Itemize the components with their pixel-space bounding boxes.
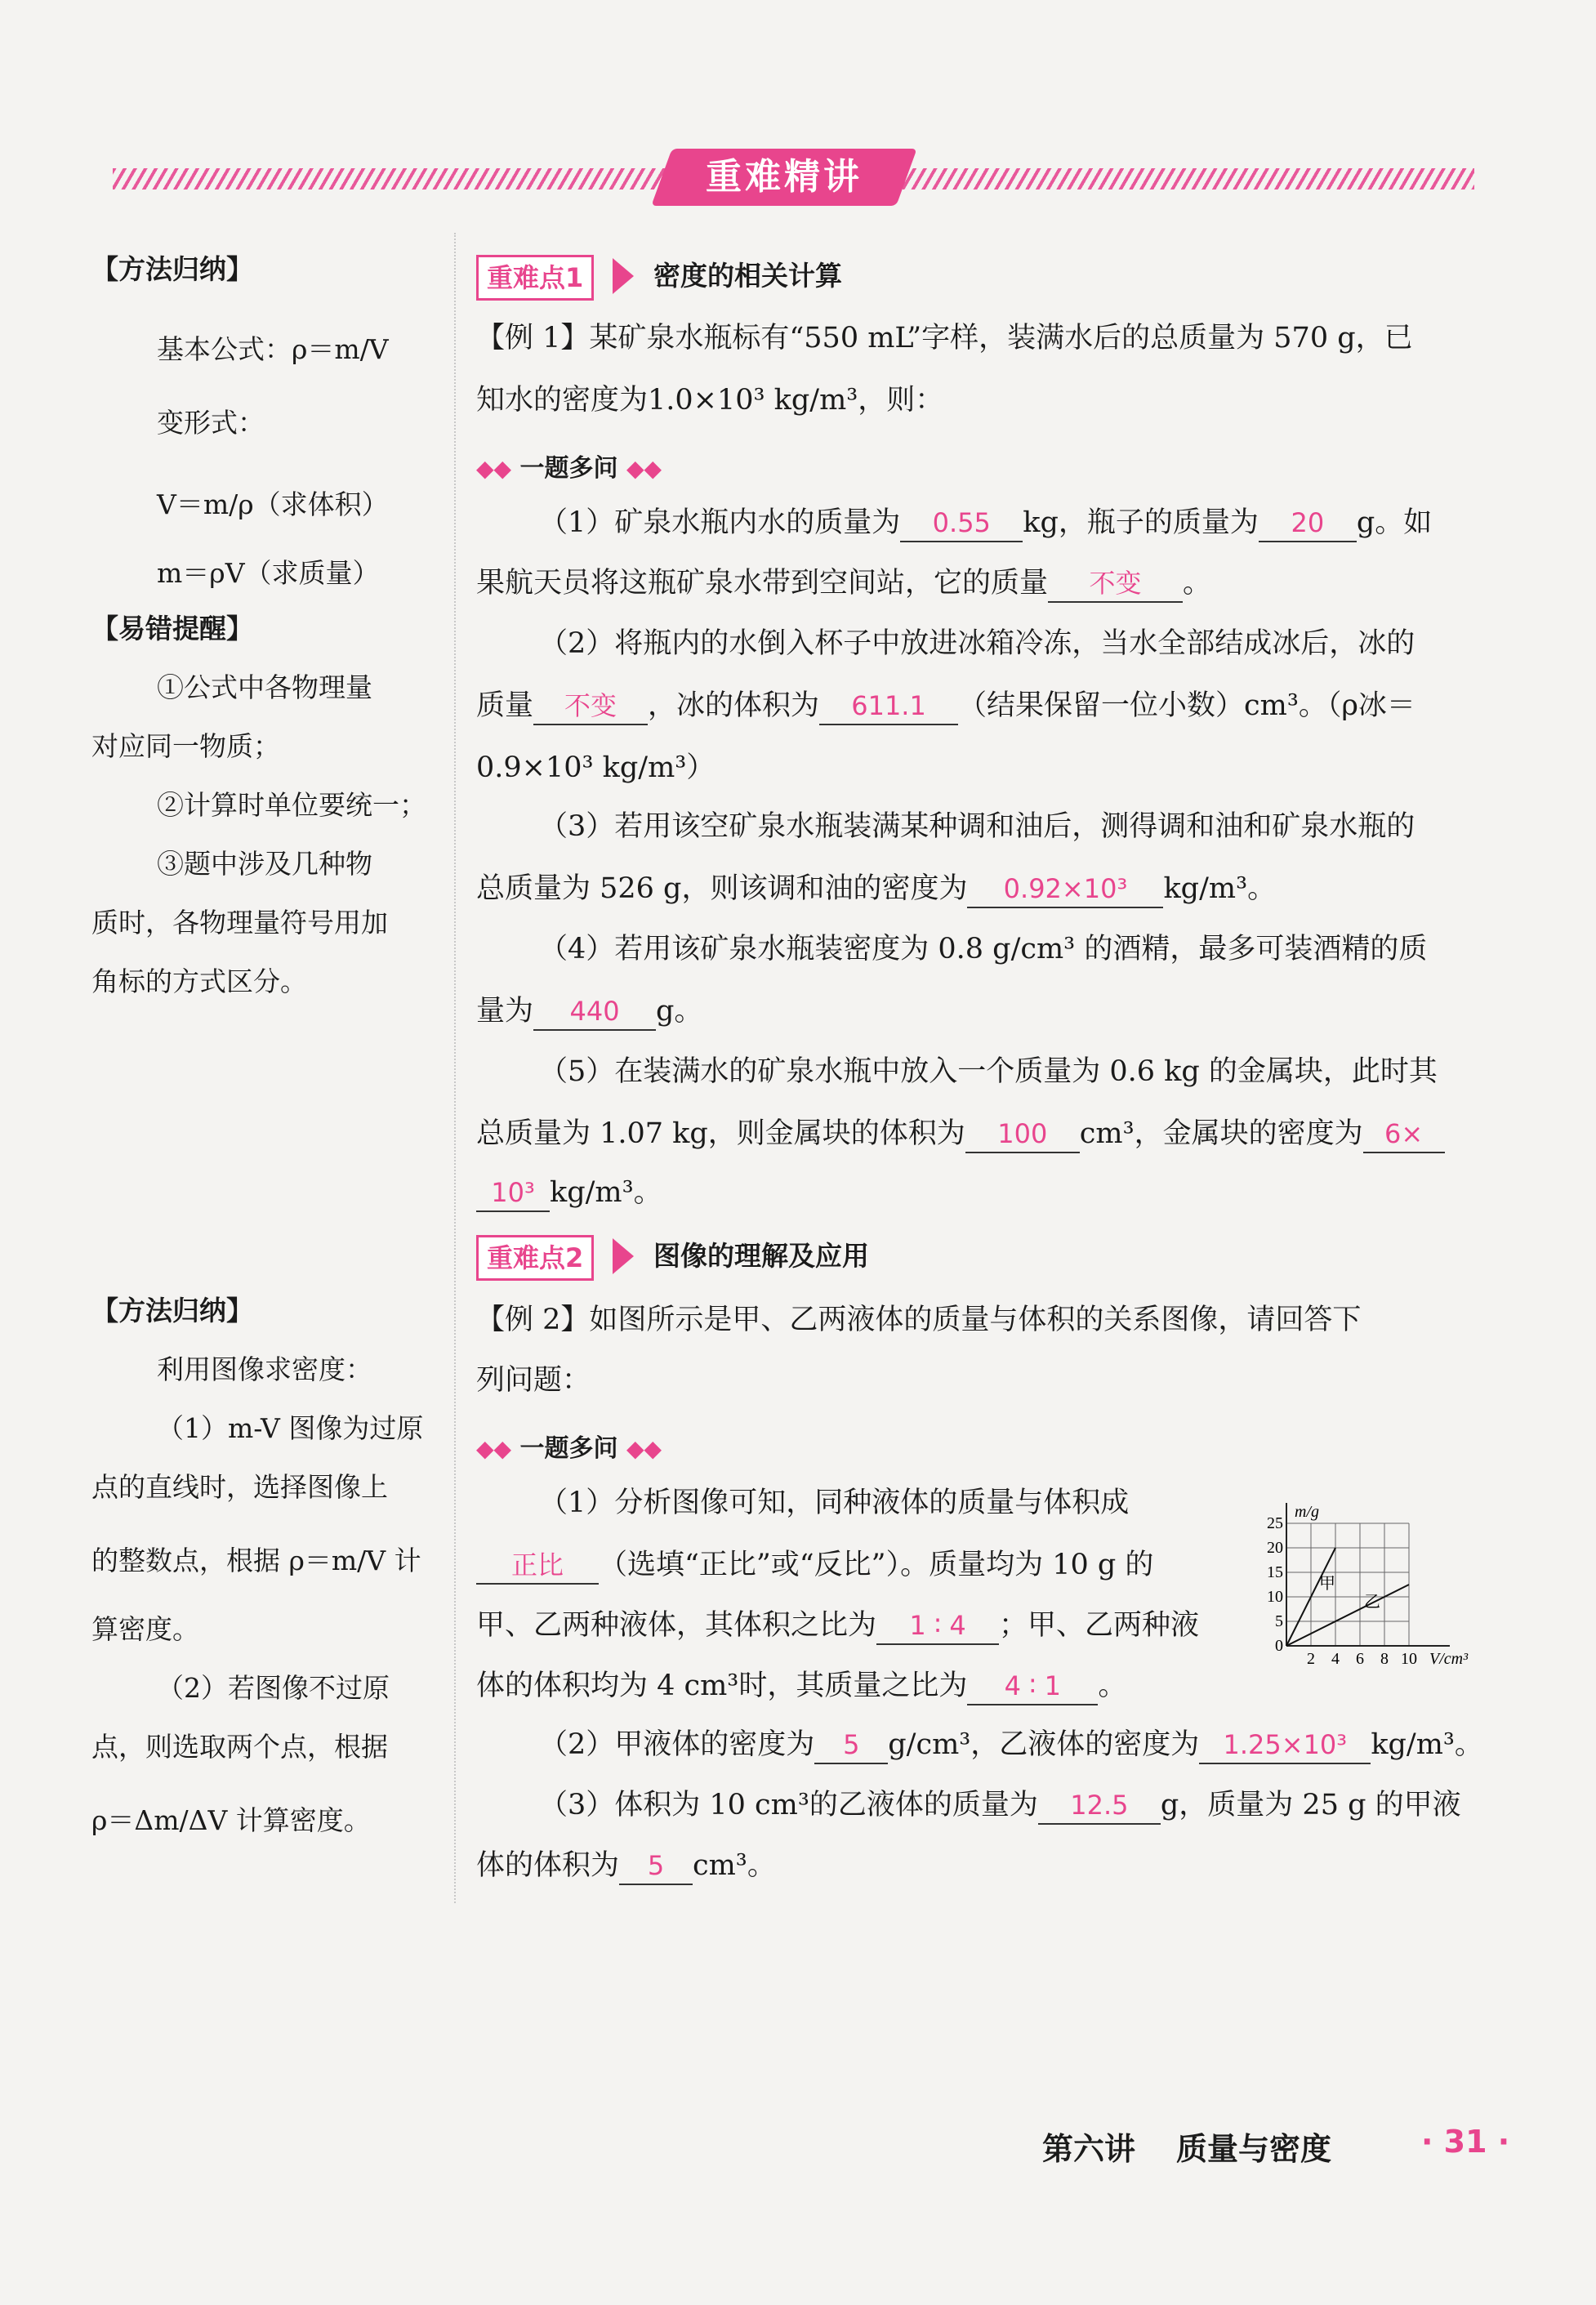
example-1-line1: 【例 1】某矿泉水瓶标有“550 mL”字样，装满水后的总质量为 570 g，已 bbox=[476, 322, 1413, 354]
sidebar-method-2 bbox=[91, 1295, 443, 1837]
x-tick-label: 4 bbox=[1331, 1650, 1340, 1668]
sidebar-heading: 【方法归纳】 bbox=[91, 1295, 253, 1326]
diamond-icon: ◆◆ bbox=[626, 455, 662, 482]
answer-blank[interactable]: 1 ∶ 4 bbox=[876, 1607, 999, 1645]
tip-line: 利用图像求密度： bbox=[157, 1353, 372, 1385]
q3-line1: （3）若用该空矿泉水瓶装满某种调和油后，测得调和油和矿泉水瓶的 bbox=[539, 810, 1415, 843]
answer-blank[interactable]: 440 bbox=[533, 993, 656, 1031]
p2-q1-line1: （1）分析图像可知，同种液体的质量与体积成 bbox=[539, 1487, 1130, 1519]
tip-line: 点，则选取两个点，根据 bbox=[91, 1731, 388, 1763]
tip-line: 的整数点，根据 ρ＝m/V 计 bbox=[91, 1545, 421, 1576]
column-divider bbox=[454, 233, 456, 1903]
answer-blank[interactable]: 不变 bbox=[1048, 565, 1183, 603]
answer-blank[interactable]: 5 bbox=[814, 1727, 888, 1764]
p2-q3-line1: （3）体积为 10 cm³的乙液体的质量为 12.5 g，质量为 25 g 的甲液 bbox=[539, 1787, 1461, 1825]
answer-blank[interactable]: 0.55 bbox=[900, 505, 1023, 542]
q5-line1: （5）在装满水的矿泉水瓶中放入一个质量为 0.6 kg 的金属块，此时其 bbox=[539, 1055, 1438, 1088]
sidebar-method-1 bbox=[91, 253, 443, 998]
formula-variants-label: 变形式： bbox=[157, 407, 265, 439]
series-label: 甲 bbox=[1319, 1575, 1335, 1593]
q3-line2: 总质量为 526 g，则该调和油的密度为 0.92×10³ kg/m³。 bbox=[476, 871, 1276, 908]
tip-line: ρ＝Δm/ΔV 计算密度。 bbox=[91, 1804, 371, 1836]
banner-title: 重难精讲 bbox=[706, 156, 863, 198]
answer-blank[interactable]: 不变 bbox=[533, 688, 648, 725]
answer-blank[interactable]: 4 ∶ 1 bbox=[967, 1668, 1098, 1705]
banner-stripes-left bbox=[113, 168, 668, 189]
answer-blank[interactable]: 10³ bbox=[476, 1175, 550, 1212]
q5-line2: 总质量为 1.07 kg，则金属块的体积为 100 cm³，金属块的密度为 6× bbox=[476, 1116, 1445, 1153]
tip-line: 质时，各物理量符号用加 bbox=[91, 907, 388, 938]
keypoint-2-title: 图像的理解及应用 bbox=[653, 1240, 869, 1272]
multi-question-label: ◆◆ 一题多问 ◆◆ bbox=[476, 1434, 662, 1463]
p2-q1-line2: 正比 （选填“正比”或“反比”）。质量均为 10 g 的 bbox=[476, 1547, 1153, 1585]
x-tick-label: 6 bbox=[1356, 1650, 1364, 1668]
series-line bbox=[1286, 1585, 1409, 1646]
diamond-icon: ◆◆ bbox=[476, 1435, 512, 1462]
x-tick-label: 2 bbox=[1307, 1650, 1315, 1668]
example-1-line2: 知水的密度为1.0×10³ kg/m³，则： bbox=[476, 384, 944, 417]
answer-blank[interactable]: 12.5 bbox=[1038, 1787, 1161, 1825]
p2-q1-line4: 体的体积均为 4 cm³时，其质量之比为 4 ∶ 1 。 bbox=[476, 1668, 1126, 1705]
q2-line3: 0.9×10³ kg/m³） bbox=[476, 751, 716, 784]
answer-blank[interactable]: 正比 bbox=[476, 1547, 599, 1585]
answer-blank[interactable]: 6× bbox=[1363, 1116, 1445, 1153]
mass-volume-chart bbox=[1254, 1499, 1499, 1674]
tip-line: 点的直线时，选择图像上 bbox=[91, 1471, 388, 1503]
tip-line: ①公式中各物理量 bbox=[157, 671, 372, 703]
tip-line: ②计算时单位要统一； bbox=[157, 789, 426, 821]
q1-line1: （1）矿泉水瓶内水的质量为 0.55 kg，瓶子的质量为 20 g。如 bbox=[539, 505, 1432, 542]
q1-line2: 果航天员将这瓶矿泉水带到空间站，它的质量 不变 。 bbox=[476, 565, 1211, 603]
example-2-line2: 列问题： bbox=[476, 1364, 591, 1397]
multi-question-label: ◆◆ 一题多问 ◆◆ bbox=[476, 454, 662, 483]
keypoint-1-tag: 重难点1 bbox=[476, 255, 594, 301]
example-2-line1: 【例 2】如图所示是甲、乙两液体的质量与体积的关系图像，请回答下 bbox=[476, 1304, 1362, 1336]
x-axis-label: V/cm³ bbox=[1429, 1650, 1469, 1668]
y-tick-label: 25 bbox=[1267, 1514, 1283, 1532]
q2-line1: （2）将瓶内的水倒入杯子中放进冰箱冷冻，当水全部结成冰后，冰的 bbox=[539, 627, 1415, 660]
keypoint-1-arrow-icon bbox=[613, 258, 634, 294]
answer-blank[interactable]: 611.1 bbox=[819, 688, 958, 725]
q5-line3: 10³ kg/m³。 bbox=[476, 1175, 662, 1212]
tip-line: （1）m-V 图像为过原 bbox=[157, 1412, 424, 1444]
formula-basic: 基本公式：ρ＝m/V bbox=[157, 333, 389, 365]
tip-line: ③题中涉及几种物 bbox=[157, 848, 372, 880]
keypoint-1-title: 密度的相关计算 bbox=[653, 260, 842, 292]
y-axis-label: m/g bbox=[1295, 1503, 1319, 1521]
sidebar-heading: 【方法归纳】 bbox=[91, 253, 253, 285]
tip-line: 算密度。 bbox=[91, 1613, 199, 1645]
x-tick-label: 8 bbox=[1380, 1650, 1389, 1668]
tip-line: 对应同一物质； bbox=[91, 730, 280, 762]
answer-blank[interactable]: 20 bbox=[1259, 505, 1357, 542]
p2-q3-line2: 体的体积为 5 cm³。 bbox=[476, 1848, 776, 1885]
answer-blank[interactable]: 100 bbox=[965, 1116, 1080, 1153]
keypoint-2-arrow-icon bbox=[613, 1238, 634, 1274]
banner-stripes-right bbox=[903, 168, 1474, 189]
answer-blank[interactable]: 0.92×10³ bbox=[967, 871, 1163, 908]
formula-mass: m＝ρV（求质量） bbox=[157, 557, 380, 589]
answer-blank[interactable]: 1.25×10³ bbox=[1199, 1727, 1371, 1764]
answer-blank[interactable]: 5 bbox=[619, 1848, 693, 1885]
q2-line2: 质量 不变 ，冰的体积为 611.1 （结果保留一位小数）cm³。（ρ冰＝ bbox=[476, 688, 1415, 725]
y-tick-label: 5 bbox=[1275, 1612, 1283, 1630]
y-tick-label: 15 bbox=[1267, 1563, 1283, 1581]
p2-q1-line3: 甲、乙两种液体，其体积之比为 1 ∶ 4 ；甲、乙两种液 bbox=[476, 1607, 1199, 1645]
footer-lecture: 第六讲 bbox=[1042, 2131, 1136, 2167]
series-label: 乙 bbox=[1364, 1593, 1380, 1612]
section-banner bbox=[651, 149, 916, 206]
diamond-icon: ◆◆ bbox=[476, 455, 512, 482]
y-tick-label: 0 bbox=[1275, 1637, 1283, 1655]
y-tick-label: 10 bbox=[1267, 1588, 1283, 1606]
p2-q2-line1: （2）甲液体的密度为 5 g/cm³，乙液体的密度为 1.25×10³ kg/m³。 bbox=[539, 1727, 1483, 1764]
keypoint-2-tag: 重难点2 bbox=[476, 1235, 594, 1281]
y-tick-label: 20 bbox=[1267, 1539, 1283, 1557]
diamond-icon: ◆◆ bbox=[626, 1435, 662, 1462]
tip-line: 角标的方式区分。 bbox=[91, 965, 307, 997]
sidebar-heading-errors: 【易错提醒】 bbox=[91, 613, 253, 644]
tip-line: （2）若图像不过原 bbox=[157, 1672, 390, 1704]
formula-volume: V＝m/ρ（求体积） bbox=[157, 488, 389, 520]
q4-line1: （4）若用该矿泉水瓶装密度为 0.8 g/cm³ 的酒精，最多可装酒精的质 bbox=[539, 933, 1428, 965]
footer-topic: 质量与密度 bbox=[1176, 2131, 1332, 2167]
page-number: · 31 · bbox=[1421, 2124, 1510, 2160]
q4-line2: 量为 440 g。 bbox=[476, 993, 702, 1031]
x-tick-label: 10 bbox=[1401, 1650, 1417, 1668]
